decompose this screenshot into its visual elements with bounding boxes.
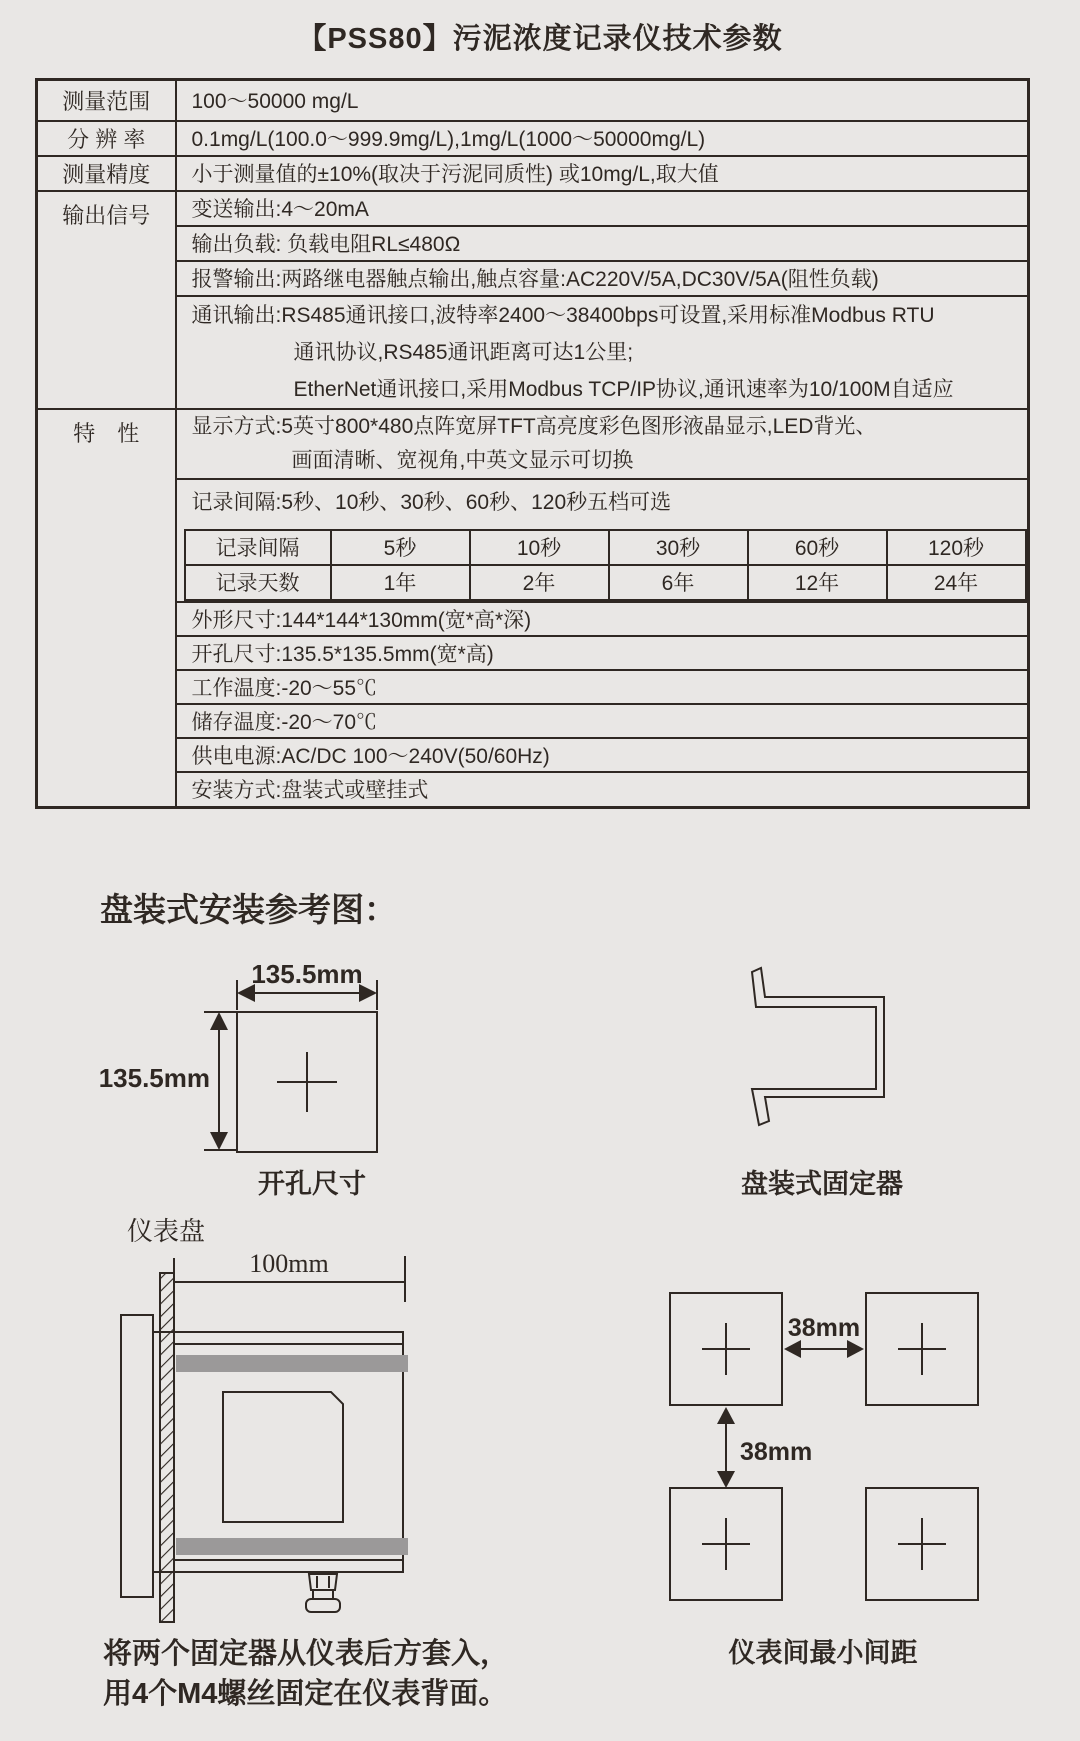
- record-cell: 1年: [331, 565, 470, 600]
- fixer-band-bottom: [176, 1538, 408, 1555]
- spec-value-cell: 储存温度:-20～70℃: [176, 704, 1029, 738]
- note-line-2: 用4个M4螺丝固定在仪表背面。: [103, 1678, 508, 1710]
- spec-value-cell: 外形尺寸:144*144*130mm(宽*高*深): [176, 602, 1029, 636]
- h-spacing-label: 38mm: [787, 1314, 861, 1342]
- table-row: [37, 121, 1029, 156]
- spec-value-cell: 报警输出:两路继电器触点输出,触点容量:AC220V/5A,DC30V/5A(阻性负载): [176, 261, 1029, 296]
- arrowhead-up-icon: [210, 1012, 228, 1030]
- cable-gland-top: [309, 1574, 337, 1590]
- center-cross: [702, 1518, 750, 1570]
- record-cell: 记录天数: [185, 565, 331, 600]
- table-row: [37, 636, 1029, 670]
- cutout-figure: [99, 959, 377, 1199]
- record-cell: 10秒: [470, 530, 609, 565]
- display-line-2: 画面清晰、宽视角,中英文显示可切换: [291, 448, 634, 472]
- spec-value-cell-display: [176, 409, 1029, 479]
- page-title: 【PSS80】污泥浓度记录仪技术参数: [297, 23, 783, 55]
- spec-value-cell: 变送输出:4～20mA: [176, 191, 1029, 226]
- arrowhead-left-icon: [784, 1340, 801, 1358]
- spec-table: [35, 78, 1030, 809]
- spec-label-cell: 测量范围: [37, 80, 176, 121]
- comm-line-2: 通讯协议,RS485通讯距离可达1公里;: [293, 340, 634, 364]
- cutout-height-label: 135.5mm: [98, 1063, 210, 1093]
- table-row: [37, 156, 1029, 191]
- front-bezel: [121, 1315, 153, 1597]
- spec-value-cell: 小于测量值的±10%(取决于污泥同质性) 或10mg/L,取大值: [176, 156, 1029, 191]
- arrowhead-down-icon: [717, 1471, 735, 1488]
- section-heading: 盘装式安装参考图：: [100, 891, 397, 928]
- spec-value-cell: 输出负载: 负载电阻RL≤480Ω: [176, 226, 1029, 261]
- fixer-figure: [741, 968, 903, 1199]
- center-cross: [277, 1052, 337, 1112]
- cable-gland-mid: [313, 1590, 333, 1599]
- arrowhead-up-icon: [717, 1407, 735, 1424]
- body-inner-square: [223, 1392, 343, 1522]
- body-inner-lines: [174, 1344, 403, 1560]
- record-interval-title: 记录间隔:5秒、10秒、30秒、60秒、120秒五档可选: [191, 490, 672, 514]
- fixer-bracket-outline: [752, 968, 884, 1125]
- center-cross: [898, 1518, 946, 1570]
- table-row: [37, 296, 1029, 409]
- spec-value-cell-comm: [176, 296, 1029, 409]
- spec-label-cell: 分 辨 率: [37, 121, 176, 156]
- record-table-row: [185, 565, 1026, 600]
- panel-label: 仪表盘: [127, 1217, 206, 1246]
- table-row: [37, 80, 1029, 121]
- cutout-caption: 开孔尺寸: [258, 1169, 366, 1199]
- record-cell: 2年: [470, 565, 609, 600]
- cable-gland-cap: [306, 1599, 340, 1612]
- v-spacing-label: 38mm: [740, 1438, 813, 1466]
- arrowhead-right-icon: [847, 1340, 864, 1358]
- record-cell: 24年: [887, 565, 1026, 600]
- table-row: [37, 602, 1029, 636]
- record-table-row: [185, 530, 1026, 565]
- table-row: [37, 670, 1029, 704]
- record-cell: 5秒: [331, 530, 470, 565]
- note-line-1: 将两个固定器从仪表后方套入，: [103, 1638, 510, 1670]
- spec-value-cell-record: [176, 479, 1029, 602]
- spec-label-cell: 测量精度: [37, 156, 176, 191]
- spec-label-cell-output: 输出信号: [37, 191, 176, 409]
- center-cross: [702, 1323, 750, 1375]
- arrowhead-down-icon: [210, 1132, 228, 1150]
- depth-label: 100mm: [249, 1249, 329, 1278]
- table-row: [37, 772, 1029, 808]
- side-view-figure: [103, 1217, 509, 1710]
- table-row: [37, 409, 1029, 479]
- spacing-figure: [670, 1293, 978, 1668]
- table-row: [37, 738, 1029, 772]
- spec-value-cell: 安装方式:盘装式或壁挂式: [176, 772, 1029, 808]
- spec-value-cell: 开孔尺寸:135.5*135.5mm(宽*高): [176, 636, 1029, 670]
- spec-label-cell-feature: 特 性: [37, 409, 176, 808]
- record-cell: 记录间隔: [185, 530, 331, 565]
- panel-wall-hatch: [160, 1273, 174, 1622]
- comm-line-1: 通讯输出:RS485通讯接口,波特率2400～38400bps可设置,采用标准Modbus RTU: [191, 303, 935, 327]
- installation-diagram: [0, 850, 1080, 1741]
- center-cross: [898, 1323, 946, 1375]
- fixer-band-top: [176, 1355, 408, 1372]
- table-row: [37, 191, 1029, 226]
- spec-value-cell: 工作温度:-20～55℃: [176, 670, 1029, 704]
- record-cell: 60秒: [748, 530, 887, 565]
- display-line-1: 显示方式:5英寸800*480点阵宽屏TFT高亮度彩色图形液晶显示,LED背光、: [191, 414, 877, 438]
- spec-value-cell: 100～50000 mg/L: [176, 80, 1029, 121]
- table-row: [37, 704, 1029, 738]
- spacing-caption: 仪表间最小间距: [728, 1638, 918, 1668]
- record-cell: 6年: [609, 565, 748, 600]
- fixer-caption: 盘装式固定器: [741, 1169, 903, 1199]
- comm-line-3: EtherNet通讯接口,采用Modbus TCP/IP协议,通讯速率为10/100M自适应: [293, 377, 954, 401]
- record-cell: 30秒: [609, 530, 748, 565]
- record-cell: 120秒: [887, 530, 1026, 565]
- record-interval-table: [184, 529, 1027, 601]
- spec-value-cell: 0.1mg/L(100.0～999.9mg/L),1mg/L(1000～50000mg/L): [176, 121, 1029, 156]
- spec-value-cell: 供电电源:AC/DC 100～240V(50/60Hz): [176, 738, 1029, 772]
- record-cell: 12年: [748, 565, 887, 600]
- table-row: [37, 479, 1029, 602]
- cutout-width-label: 135.5mm: [251, 959, 363, 989]
- table-row: [37, 226, 1029, 261]
- table-row: [37, 261, 1029, 296]
